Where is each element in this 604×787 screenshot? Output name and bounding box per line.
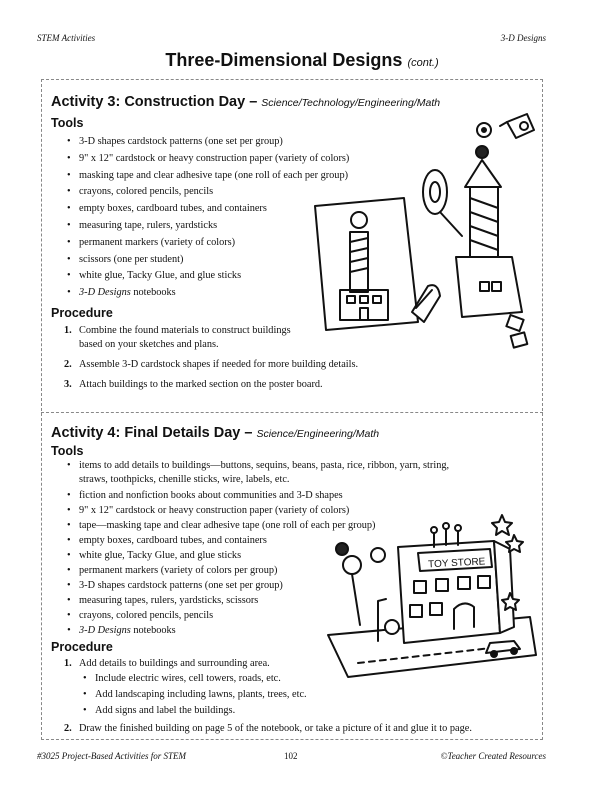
procedure-step bbox=[51, 378, 521, 392]
list-item: • crayons, colored pencils, pencils bbox=[51, 184, 349, 201]
construction-illustration bbox=[312, 112, 542, 352]
list-item: • white glue, Tacky Glue, and glue sticks bbox=[51, 268, 349, 285]
list-item: • masking tape and clear adhesive tape (one roll of each per group) bbox=[51, 168, 349, 185]
list-item: • 3-D shapes cardstock patterns (one set per group) bbox=[51, 578, 531, 593]
list-item-line1: • items to add details to buildings—buttons, sequins, beans, pasta, rice, ribbon, yarn, string, bbox=[79, 460, 450, 471]
list-item: • fiction and nonfiction books about communities and 3-D shapes bbox=[51, 488, 531, 503]
sub-item: • Add landscaping including lawns, plants, trees, etc. bbox=[81, 687, 541, 703]
step-text: Assemble 3-D cardstock shapes if needed for more building details. bbox=[79, 359, 359, 370]
sub-item: • Add signs and label the buildings. bbox=[81, 703, 541, 719]
list-item: • 3-D shapes cardstock patterns (one set per group) bbox=[51, 134, 349, 151]
list-item: • permanent markers (variety of colors per group) bbox=[51, 563, 531, 578]
list-item-line2: straws, toothpicks, chenille sticks, wire, labels, etc. bbox=[79, 474, 290, 485]
activity4-title-text: Activity 4: Final Details Day – bbox=[51, 425, 253, 441]
footer-right: ©Teacher Created Resources bbox=[440, 751, 546, 761]
page-title-main: Three-Dimensional Designs bbox=[165, 50, 403, 70]
list-item: • permanent markers (variety of colors) bbox=[51, 235, 349, 252]
page-title-cont: (cont.) bbox=[407, 57, 439, 69]
notebook-rest: notebooks bbox=[130, 625, 176, 636]
footer-left: #3025 Project-Based Activities for STEM bbox=[37, 751, 186, 761]
step-text-line2: based on your sketches and plans. bbox=[79, 339, 219, 350]
sub-item: • Include electric wires, cell towers, roads, etc. bbox=[81, 671, 541, 687]
notebook-title: 3-D Designs bbox=[79, 625, 131, 636]
activity3-tools-heading: Tools bbox=[51, 116, 84, 130]
step-number: 1. bbox=[64, 325, 72, 336]
step-text: Draw the finished building on page 5 of the notebook, or take a picture of it and glue it to page. bbox=[79, 723, 472, 734]
step-number: 2. bbox=[64, 723, 72, 734]
page-title bbox=[0, 50, 604, 71]
activity3-subjects: Science/Technology/Engineering/Math bbox=[261, 97, 441, 109]
list-item bbox=[51, 459, 531, 487]
page-number: 102 bbox=[284, 751, 298, 761]
section-divider bbox=[41, 412, 543, 413]
procedure-step bbox=[51, 722, 541, 736]
notebook-rest: notebooks bbox=[130, 287, 176, 299]
list-item: • measuring tape, rulers, yardsticks bbox=[51, 218, 349, 235]
running-header-right: 3-D Designs bbox=[500, 33, 546, 43]
step-number: 2. bbox=[64, 359, 72, 370]
list-item: • white glue, Tacky Glue, and glue sticks bbox=[51, 548, 531, 563]
activity4-tools-heading: Tools bbox=[51, 444, 84, 458]
activity3-procedure-heading: Procedure bbox=[51, 306, 113, 320]
step-number: 3. bbox=[64, 379, 72, 390]
list-item: • 9" x 12" cardstock or heavy construction paper (variety of colors) bbox=[51, 503, 531, 518]
activity4-title bbox=[51, 425, 379, 441]
list-item: • measuring tapes, rulers, yardsticks, scissors bbox=[51, 593, 531, 608]
running-header-left: STEM Activities bbox=[37, 33, 96, 43]
step-text: Add details to buildings and surrounding area. bbox=[79, 658, 270, 669]
list-item: • empty boxes, cardboard tubes, and containers bbox=[51, 533, 531, 548]
store-sign-text: TOY STORE bbox=[427, 556, 486, 571]
list-item: • 9" x 12" cardstock or heavy construction paper (variety of colors) bbox=[51, 151, 349, 168]
procedure-step bbox=[51, 358, 521, 372]
list-item: • scissors (one per student) bbox=[51, 252, 349, 269]
list-item: • tape—masking tape and clear adhesive tape (one roll of each per group) bbox=[51, 518, 531, 533]
list-item: • crayons, colored pencils, pencils bbox=[51, 608, 531, 623]
activity3-tools-list bbox=[51, 134, 349, 302]
activity4-subjects: Science/Engineering/Math bbox=[256, 428, 380, 440]
activity3-title bbox=[51, 94, 440, 110]
list-item: • empty boxes, cardboard tubes, and containers bbox=[51, 201, 349, 218]
step-text: Attach buildings to the marked section on the poster board. bbox=[79, 379, 323, 390]
step-number: 1. bbox=[64, 658, 72, 669]
step-text: Combine the found materials to construct buildings bbox=[79, 325, 291, 336]
activity3-title-text: Activity 3: Construction Day – bbox=[51, 94, 258, 110]
list-item bbox=[51, 285, 349, 302]
notebook-title: 3-D Designs bbox=[79, 287, 131, 299]
toy-store-illustration bbox=[318, 505, 540, 683]
activity4-procedure-heading: Procedure bbox=[51, 640, 113, 654]
